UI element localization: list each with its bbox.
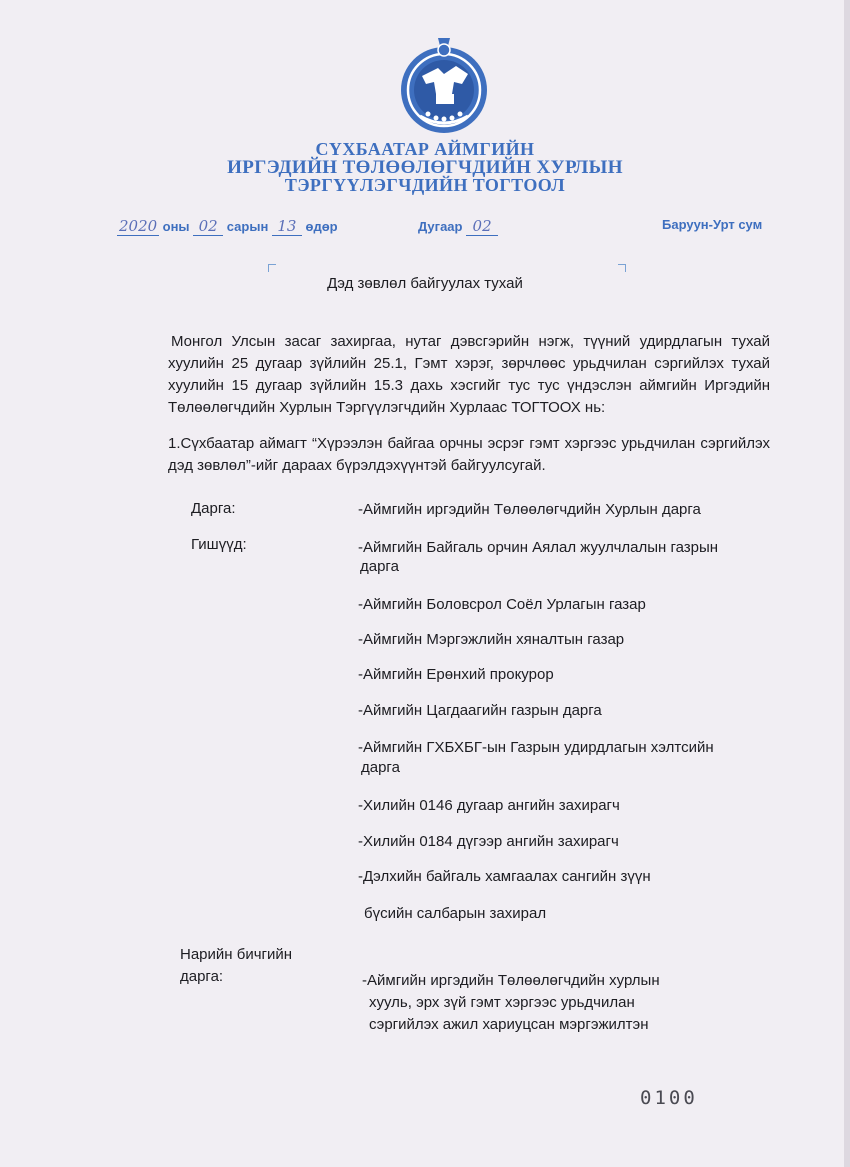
document-number	[418, 217, 498, 236]
member-item: -Аймгийн Мэргэжлийн хяналтын газар	[358, 631, 625, 648]
member-item: -Хилийн 0184 дүгээр ангийн захирагч	[358, 833, 619, 850]
scan-edge	[844, 0, 850, 1167]
point-1-paragraph: 1.Сүхбаатар аймагт “Хүрээлэн байгаа орчны эсрэг гэмт хэргээс урьдчилан сэргийлэх дэд зөвлөл”-ийг дараах бүрэлдэхүүнтэй байгуулсугай.	[168, 435, 770, 474]
chair-value: -Аймгийн иргэдийн Төлөөлөгчдийн Хурлын дарга	[358, 501, 701, 518]
member-item: -Хилийн 0146 дугаар ангийн захирагч	[358, 797, 620, 814]
date-day-suffix: өдөр	[305, 219, 338, 234]
date-year: 2020	[119, 217, 158, 235]
state-emblem-icon	[398, 36, 490, 134]
member-item: -Аймгийн Ерөнхий прокурор	[358, 666, 554, 683]
header-line-3: ТЭРГҮҮЛЭГЧДИЙН ТОГТООЛ	[284, 175, 566, 195]
member-item: дарга	[361, 759, 400, 776]
location: Баруун-Урт сум	[662, 217, 763, 232]
date-day: 13	[272, 217, 302, 236]
bracket-right	[618, 264, 626, 272]
members-label: Гишүүд:	[191, 536, 247, 553]
secretary-item: сэргийлэх ажил хариуцсан мэргэжилтэн	[369, 1016, 649, 1033]
secretary-label-line-2: дарга:	[180, 968, 224, 985]
serial-number-stamp: 0100	[640, 1087, 698, 1109]
date-month: 02	[193, 217, 223, 236]
header-line-2: ИРГЭДИЙН ТӨЛӨӨЛӨГЧДИЙН ХУРЛЫН	[227, 157, 623, 178]
date-year-suffix: оны	[162, 219, 190, 234]
secretary-item: -Аймгийн иргэдийн Төлөөлөгчдийн хурлын	[362, 972, 660, 989]
member-item: -Аймгийн Цагдаагийн газрын дарга	[358, 702, 602, 719]
member-item: -Аймгийн Боловсрол Соёл Урлагын газар	[358, 596, 646, 613]
number-value: 02	[466, 217, 498, 236]
member-item: бүсийн салбарын захирал	[364, 905, 547, 922]
member-item: -Аймгийн Байгаль орчин Аялал жуулчлалын газрын	[358, 539, 719, 556]
intro-paragraph: Монгол Улсын засаг захиргаа, нутаг дэвсгэрийн нэгж, түүний удирдлагын тухай хуулийн 25 дугаар зүйлийн 25.1, Гэмт хэрэг, зөрчлөөс урьдчилан сэргийлэх тухай хуулийн 15 дугаар зүйлийн 15.3 дахь хэсгийг тус тус үндэслэн аймгийн Иргэдийн Төлөөлөгчдийн Хурлын Тэргүүлэгчдийн Хурлаас ТОГТООХ нь:	[168, 333, 770, 416]
header-line-1: СҮХБААТАР АЙМГИЙН	[315, 139, 535, 159]
secretary-label-line-1: Нарийн бичгийн	[180, 946, 293, 963]
document-subject: Дэд зөвлөл байгуулах тухай	[327, 275, 523, 292]
date-month-suffix: сарын	[226, 219, 269, 234]
chair-label: Дарга:	[191, 500, 236, 517]
member-item: -Дэлхийн байгаль хамгаалах сангийн зүүн	[358, 868, 651, 885]
member-item: дарга	[360, 558, 399, 575]
member-item: -Аймгийн ГХБХБГ-ын Газрын удирдлагын хэлтсийн	[358, 739, 714, 756]
secretary-item: хууль, эрх зүй гэмт хэргээс урьдчилан	[369, 994, 635, 1011]
bracket-left	[268, 264, 276, 272]
date-line	[117, 217, 338, 236]
number-label: Дугаар	[418, 219, 463, 234]
